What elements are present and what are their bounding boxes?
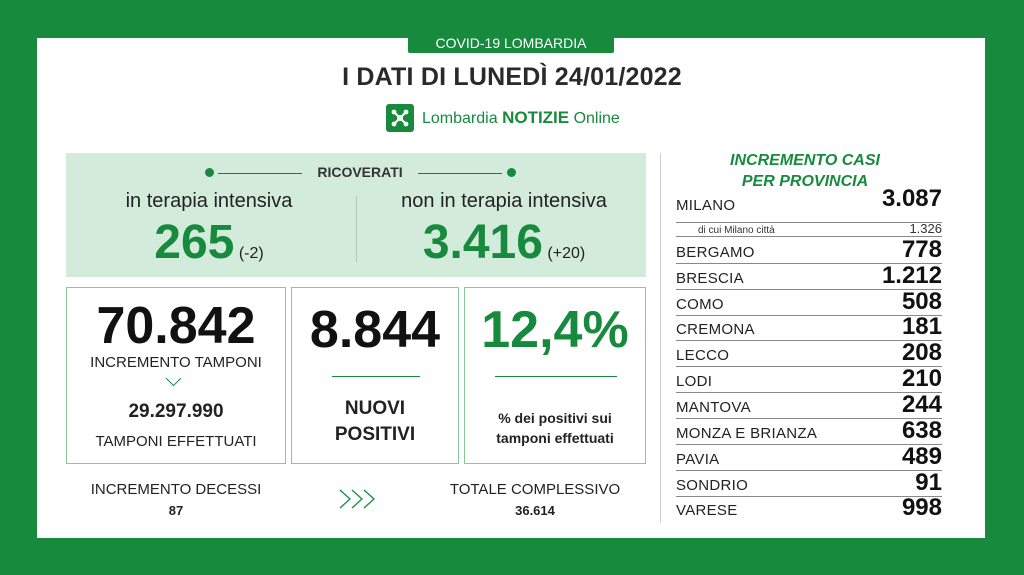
province-row-bergamo [676,237,942,264]
divider [332,376,420,377]
tests-label: INCREMENTO TAMPONI [90,354,262,371]
deaths-increment-value: 87 [168,503,184,518]
province-value: 244 [901,391,942,418]
positives-label-2: POSITIVI [334,424,416,445]
non-icu-label: non in terapia intensiva [401,190,607,212]
rate-label-2: tamponi effettuati [496,430,614,446]
province-row-lecco [676,340,942,367]
province-sub-name: di cui Milano città [698,225,775,236]
tests-value: 70.842 [96,297,256,355]
province-name: COMO [676,296,724,313]
non-icu-value: 3.416 (+20) [422,216,586,269]
province-value: 998 [901,494,942,521]
positives-box [291,287,459,464]
logo-text: Lombardia NOTIZIE Online [422,108,620,127]
province-name: CREMONA [676,321,755,338]
province-sub-value: 1.326 [909,221,942,236]
province-value: 508 [901,288,942,315]
province-row-cremona [676,314,942,341]
lombardia-logo-icon [386,104,414,132]
province-row-mantova [676,392,942,419]
hospital-divider [356,196,357,262]
rate-box [464,287,646,464]
province-name: MILANO [676,197,736,214]
province-value: 208 [901,339,942,366]
dot-icon [205,168,214,177]
province-row-lodi [676,366,942,393]
province-name: LECCO [676,347,730,364]
province-value: 3.087 [881,185,942,212]
province-name: LODI [676,373,713,390]
province-value: 210 [901,365,942,392]
hospital-title: RICOVERATI [317,164,403,180]
province-row-sondrio [676,470,942,497]
province-name: BRESCIA [676,270,744,287]
province-row-brescia [676,263,942,290]
province-value: 91 [915,469,942,496]
province-value: 638 [901,417,942,444]
province-name: VARESE [676,502,738,519]
icu-label: in terapia intensiva [125,190,293,212]
tests-total-value: 29.297.990 [128,401,224,422]
province-value: 181 [901,313,942,340]
province-row-varese [676,495,942,521]
rate-label-1: % dei positivi sui [498,410,612,426]
divider [495,376,617,377]
province-row-pavia [676,444,942,471]
rate-value: 12,4% [481,301,629,359]
deaths-total-value: 36.614 [515,503,555,518]
logo [386,104,620,132]
province-name: BERGAMO [676,244,755,261]
header-tag: COVID-19 LOMBARDIA [408,33,614,53]
province-name: SONDRIO [676,477,749,494]
province-value: 1.212 [881,262,942,289]
province-name: MANTOVA [676,399,751,416]
province-value: 489 [901,443,942,470]
divider [418,173,502,174]
deaths-total-label: TOTALE COMPLESSIVO [449,481,621,498]
positives-value: 8.844 [309,301,441,359]
positives-label-1: NUOVI [344,398,406,419]
vertical-divider [660,153,661,523]
tests-total-label: TAMPONI EFFETTUATI [95,433,257,450]
arrows-icon [338,488,382,515]
province-name: PAVIA [676,451,720,468]
province-value: 778 [901,236,942,263]
deaths-increment-label: INCREMENTO DECESSI [90,481,262,498]
province-row-monza [676,418,942,445]
page-title: I DATI DI LUNEDÌ 24/01/2022 [342,63,682,91]
province-row-milano-citta [676,214,942,237]
province-title: INCREMENTO CASI PER PROVINCIA [730,152,880,190]
province-row-como [676,289,942,316]
icu-value: 265 (-2) [154,216,264,269]
dot-icon [507,168,516,177]
province-name: MONZA E BRIANZA [676,425,818,442]
